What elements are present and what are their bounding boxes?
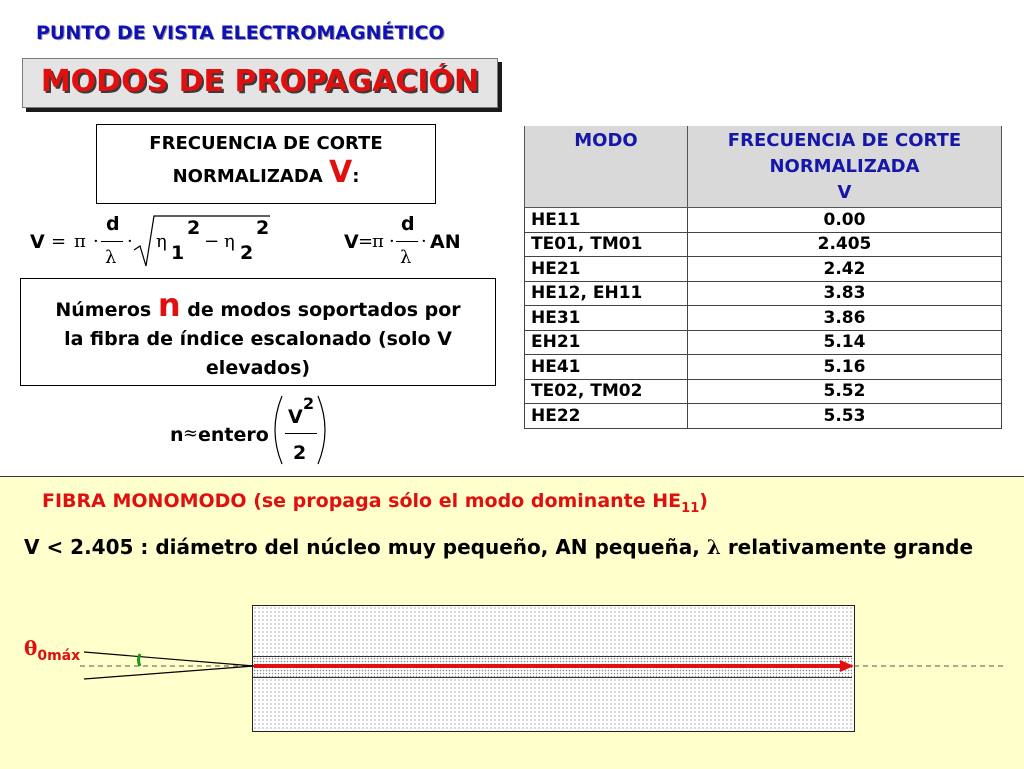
table-row — [525, 257, 1002, 282]
f1-equals: = — [51, 231, 67, 252]
cutoff-symbol-v: V — [328, 155, 353, 190]
lambda-symbol: λ — [706, 535, 721, 559]
cutoff-value-cell: 3.83 — [688, 281, 1002, 306]
acceptance-line-upper — [84, 652, 254, 666]
table-row — [525, 355, 1002, 380]
f2-den-lambda: λ — [400, 247, 412, 268]
f2-dot1: · — [389, 231, 395, 252]
mode-cell: HE31 — [525, 306, 688, 331]
table-row — [525, 306, 1002, 331]
mode-cell: TE01, TM01 — [525, 232, 688, 257]
cutoff-line2: NORMALIZADA — [172, 166, 323, 187]
cutoff-line1: FRECUENCIA DE CORTE — [149, 133, 383, 154]
f1-eta1: η — [156, 231, 167, 252]
f3-word: entero — [198, 424, 269, 446]
f3-den: 2 — [293, 442, 307, 464]
f1-exp2: 2 — [256, 217, 270, 239]
cutoff-frequency-box — [96, 124, 436, 204]
f2-lhs: V — [344, 231, 359, 253]
mode-cell: HE22 — [525, 404, 688, 429]
theta-max-label: $\theta_{0máx}$ — [24, 636, 81, 664]
cutoff-value-cell: 2.42 — [688, 257, 1002, 282]
table-row — [525, 281, 1002, 306]
cutoff-value-cell: 2.405 — [688, 232, 1002, 257]
f2-fraction-bar — [396, 241, 418, 242]
f1-minus: − — [204, 231, 220, 252]
main-title-box — [22, 58, 498, 108]
modes-table-body — [525, 208, 1002, 429]
f2-num-d: d — [401, 213, 415, 235]
acceptance-line-lower — [84, 666, 254, 679]
f1-exp1: 2 — [187, 217, 201, 239]
f1-sub1: 1 — [171, 242, 185, 264]
cutoff-value-cell: 5.52 — [688, 379, 1002, 404]
modes-symbol-n: n — [157, 286, 181, 324]
modes-prefix: Números — [55, 299, 152, 321]
f1-eta2: η — [224, 231, 235, 252]
modes-table — [524, 126, 1002, 429]
f1-num-d: d — [106, 213, 120, 235]
table-row — [525, 379, 1002, 404]
cutoff-value-cell: 5.14 — [688, 330, 1002, 355]
theta-angle-arc — [139, 654, 141, 666]
mode-cell: HE12, EH11 — [525, 281, 688, 306]
table-row — [525, 208, 1002, 233]
f1-dot1: · — [93, 231, 99, 252]
f2-equals: = — [358, 231, 374, 252]
subtitle: PUNTO DE VISTA ELECTROMAGNÉTICO — [36, 22, 445, 44]
modes-rest: de modos soportados por — [187, 299, 461, 321]
number-of-modes-box — [20, 278, 496, 386]
f1-fraction-bar — [101, 241, 123, 242]
f1-lhs: V — [30, 231, 45, 253]
header-cutoff-frequency: FRECUENCIA DE CORTE NORMALIZADA V — [688, 126, 1002, 208]
f1-den-lambda: λ — [105, 247, 117, 268]
f1-sub2: 2 — [240, 242, 254, 264]
f3-fraction-bar — [285, 433, 317, 434]
modes-line2: la fibra de índice escalonado (solo V — [64, 328, 452, 350]
f2-pi: π — [372, 231, 384, 252]
cutoff-value-cell: 5.16 — [688, 355, 1002, 380]
f3-num-v: V — [288, 406, 303, 428]
header-mode: MODO — [525, 126, 688, 208]
cutoff-value-cell: 0.00 — [688, 208, 1002, 233]
cutoff-value-cell: 5.53 — [688, 404, 1002, 429]
mode-cell: EH21 — [525, 330, 688, 355]
f1-pi: π — [74, 231, 86, 252]
cutoff-value-cell: 3.86 — [688, 306, 1002, 331]
f2-an: AN — [430, 231, 461, 253]
f2-dot2: · — [421, 231, 427, 252]
f3-lhs: n — [170, 424, 184, 446]
mode-cell: HE11 — [525, 208, 688, 233]
f3-exp: 2 — [303, 394, 315, 413]
single-mode-title: FIBRA MONOMODO (se propaga sólo el modo dominante $HE_{11}$) — [42, 490, 708, 516]
mode-cell: HE41 — [525, 355, 688, 380]
mode-cell: HE21 — [525, 257, 688, 282]
mode-cell: TE02, TM02 — [525, 379, 688, 404]
f3-approx: ≈ — [183, 423, 199, 444]
ray-arrowhead — [840, 660, 854, 672]
fiber-ray-diagram — [0, 600, 1024, 740]
modes-line3: elevados) — [205, 357, 311, 379]
v-condition: V < 2.405 : diámetro del núcleo muy pequeño, AN pequeña, λ relativamente grande — [24, 535, 974, 559]
cutoff-suffix: : — [352, 166, 360, 187]
main-title: MODOS DE PROPAGACIÓN — [40, 64, 480, 99]
table-row — [525, 404, 1002, 429]
f1-dot2: · — [127, 231, 133, 252]
table-row — [525, 330, 1002, 355]
table-row — [525, 232, 1002, 257]
table-header-row — [525, 126, 1002, 208]
